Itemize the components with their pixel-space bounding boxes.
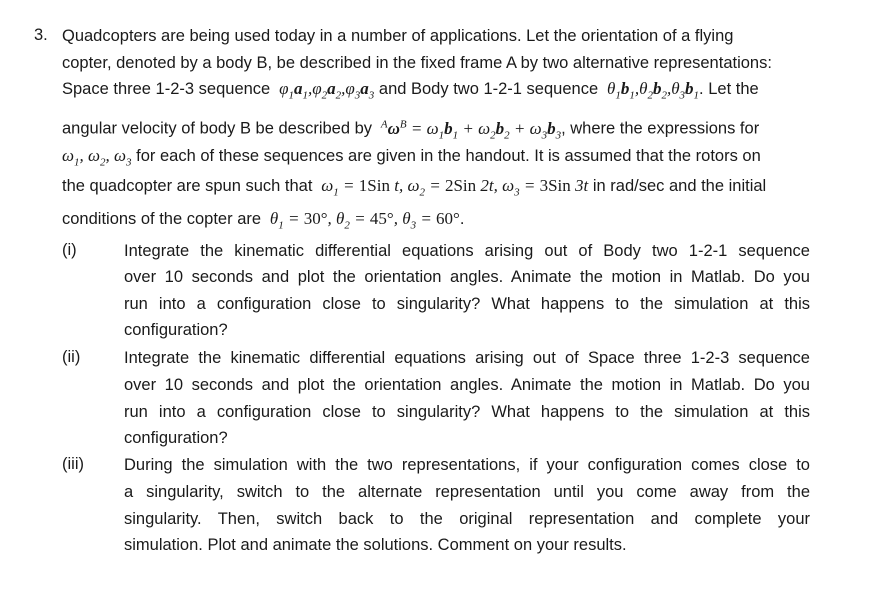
part-ii-line: over 10 seconds and plot the orientation angles. Animate the motion in Matlab. Do you	[124, 376, 810, 394]
initial-conditions-formula: $\theta_1 = 30^\circ$, $\theta_2 = 45^\circ$, $\theta_3 = 60^\circ$	[265, 209, 460, 232]
rotor-speed-formula: $\omega_1 = 1Sin$ t, $\omega_2 = 2Sin$ 2t, $\omega_3 = 3Sin$ 3t	[317, 176, 589, 199]
intro-line-3: Space three 1-2-3 sequence $\varphi_1a_1,\varphi_2a_2,\varphi_3a_3$ and Body two 1-2-1 sequence $\theta_1b_1,\theta_2b_2,\theta_3b_1$. Let the	[62, 79, 759, 102]
question-number: 3.	[34, 26, 48, 44]
part-iii-line: During the simulation with the two representations, if your configuration comes close to	[124, 456, 810, 474]
part-i-line: run into a configuration close to singularity? What happens to the simulation at this	[124, 295, 810, 313]
body-two-sequence-formula: $\theta_1b_1,\theta_2b_2,\theta_3b_1$	[602, 79, 700, 102]
intro-line-5: $\omega_1$, $\omega_2$, $\omega_3$ for each of these sequences are given in the handout. It is assumed that the rotors on	[62, 146, 761, 169]
part-ii-line: configuration?	[124, 429, 228, 447]
part-i-line: over 10 seconds and plot the orientation angles. Animate the motion in Matlab. Do you	[124, 268, 810, 286]
part-ii-line: Integrate the kinematic differential equations arising out of Space three 1-2-3 sequence	[124, 349, 810, 367]
angular-velocity-formula: $^A\omega^B = \omega_1b_1 + \omega_2b_2 + \omega_3b_3$	[380, 118, 562, 142]
intro-line-4: angular velocity of body B be described by $^A\omega^B = \omega_1b_1 + \omega_2b_2 + \omega_3b_3$, where the expressions for	[62, 118, 760, 142]
intro-line-2: copter, denoted by a body B, be described in the fixed frame A by two alternative representations:	[62, 54, 772, 72]
part-iii-label: (iii)	[62, 455, 84, 473]
part-iii-line: simulation. Plot and animate the solutions. Comment on your results.	[124, 536, 627, 554]
part-ii-label: (ii)	[62, 348, 81, 366]
part-i-label: (i)	[62, 241, 77, 259]
part-iii-line: singularity. Then, switch back to the original representation and complete your	[124, 510, 810, 528]
part-i-line: Integrate the kinematic differential equations arising out of Body two 1-2-1 sequence	[124, 242, 810, 260]
space-three-sequence-formula: $\varphi_1a_1,\varphi_2a_2,\varphi_3a_3$	[274, 79, 375, 102]
part-i-line: configuration?	[124, 321, 228, 339]
intro-line-7: conditions of the copter are $\theta_1 = 30^\circ$, $\theta_2 = 45^\circ$, $\theta_3 = 60^\circ$.	[62, 209, 465, 232]
part-iii-line: a singularity, switch to the alternate representation until you come away from the	[124, 483, 810, 501]
intro-line-6: the quadcopter are spun such that $\omega_1 = 1Sin$ t, $\omega_2 = 2Sin$ 2t, $\omega_3 = 3Sin$ 3t in rad/sec and the initial	[62, 176, 767, 199]
intro-line-1: Quadcopters are being used today in a number of applications. Let the orientation of a flying	[62, 27, 734, 45]
part-ii-line: run into a configuration close to singularity? What happens to the simulation at this	[124, 403, 810, 421]
omega-list-formula: $\omega_1$, $\omega_2$, $\omega_3$	[62, 146, 132, 169]
